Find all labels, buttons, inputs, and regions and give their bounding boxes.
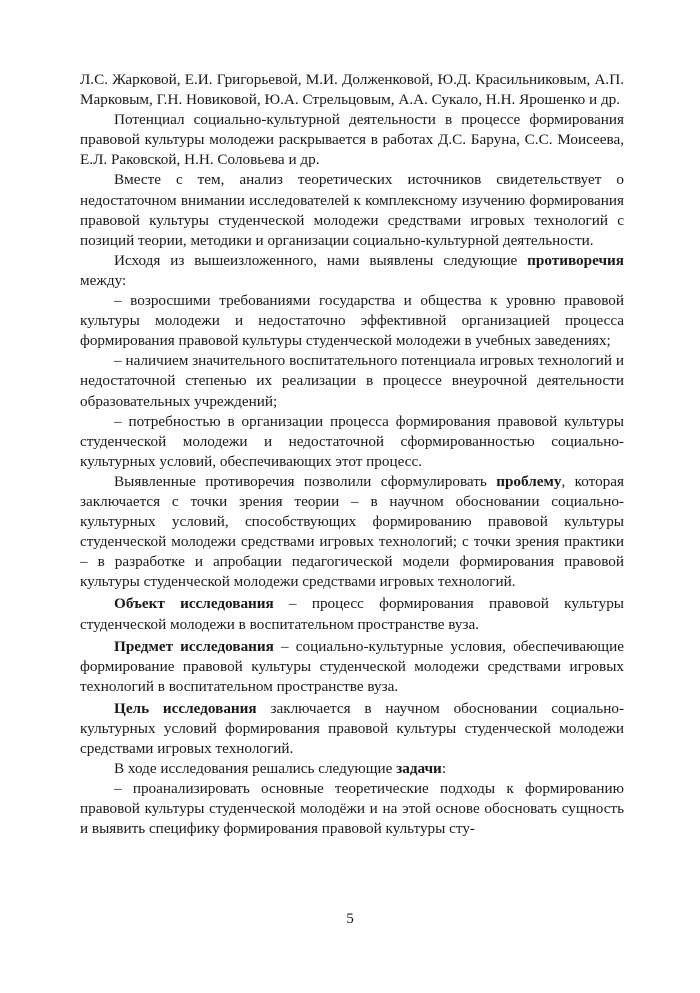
text-run: заключается в научном обосновании социально-культурных условий формирования правовой культуры студенческой молодежи средствами игровых технологий. — [80, 699, 625, 758]
paragraph-contradictions-intro — [80, 251, 624, 291]
document-page — [80, 70, 624, 840]
text-run: Вместе с тем, анализ теоретических источников свидетельствует о недостаточном внимании исследователей к комплексному изучению формирования правовой культуры студенческой молодежи средствами игровых технологий с позиций теории, методики и организации социально-культурной деятельности. — [80, 171, 624, 249]
text-run: Выявленные противоречия позволили сформулировать — [114, 472, 497, 490]
paragraph-tasks-intro — [80, 759, 624, 779]
text-run: – потребностью в организации процесса формирования правовой культуры студенческой молодежи и недостаточной сформированностью социально-культурных условий, обеспечивающих этот процесс. — [80, 412, 624, 470]
contradiction-item-1 — [80, 291, 624, 351]
bold-term: проблему — [496, 472, 562, 490]
contradiction-item-2 — [80, 351, 624, 411]
bold-term: задачи — [396, 760, 442, 778]
paragraph-problem — [80, 472, 624, 593]
text-run: между: — [80, 271, 127, 289]
bold-term: противоречия — [527, 251, 624, 269]
text-run: : — [441, 760, 447, 778]
text-run: , которая заключается с точки зрения теории – в научном обосновании социально-культурных условий, способствующих формированию правовой культуры студенческой молодежи средствами игровых технологий; с точки зрения практики – в разработке и апробации педагогической модели формирования правовой культуры студенческой молодежи средствами игровых технологий. — [80, 472, 624, 591]
text-run: – процесс формирования правовой культуры студенческой молодежи в воспитательном пространстве вуза. — [80, 595, 624, 633]
paragraph-goal — [80, 699, 624, 759]
text-run: Потенциал социально-культурной деятельности в процессе формирования правовой культуры молодежи раскрывается в работах Д.С. Баруна, С.С. Моисеева, Е.Л. Раковской, Н.Н. Соловьева и др. — [80, 111, 624, 169]
text-run: – проанализировать основные теоретические подходы к формированию правовой культуры студенческой молодёжи и на этой основе обосновать сущность и выявить специфику формирования правовой культуры сту- — [80, 780, 624, 838]
task-item-1 — [80, 779, 624, 839]
paragraph-continuation — [80, 70, 624, 110]
text-run: – наличием значительного воспитательного потенциала игровых технологий и недостаточной степенью их реализации в процессе внеурочной деятельности образовательных учреждений; — [80, 352, 624, 410]
text-run: – социально-культурные условия, обеспечивающие формирование правовой культуры студенческой молодежи средствами игровых технологий в воспитательном пространстве вуза. — [80, 637, 624, 695]
paragraph-potential — [80, 110, 624, 170]
text-run: В ходе исследования решались следующие — [114, 760, 397, 778]
bold-term: Предмет исследования — [114, 637, 274, 655]
paragraph-analysis — [80, 170, 624, 250]
bold-term: Цель исследования — [114, 699, 257, 717]
text-run: – возросшими требованиями государства и общества к уровню правовой культуры молодежи и недостаточно эффективной организацией процесса формирования правовой культуры студенческой молодежи в учебных заведениях; — [80, 292, 624, 350]
paragraph-object — [80, 594, 624, 634]
text-run: Л.С. Жарковой, Е.И. Григорьевой, М.И. Долженковой, Ю.Д. Красильниковым, А.П. Марковым, Г.Н. Новиковой, Ю.А. Стрельцовым, А.А. Сукало, Н.Н. Ярошенко и др. — [80, 71, 624, 109]
bold-term: Объект исследования — [114, 595, 274, 613]
text-run: Исходя из вышеизложенного, нами выявлены следующие — [114, 251, 528, 269]
paragraph-subject — [80, 637, 624, 697]
contradiction-item-3 — [80, 412, 624, 472]
page-number: 5 — [346, 910, 354, 927]
